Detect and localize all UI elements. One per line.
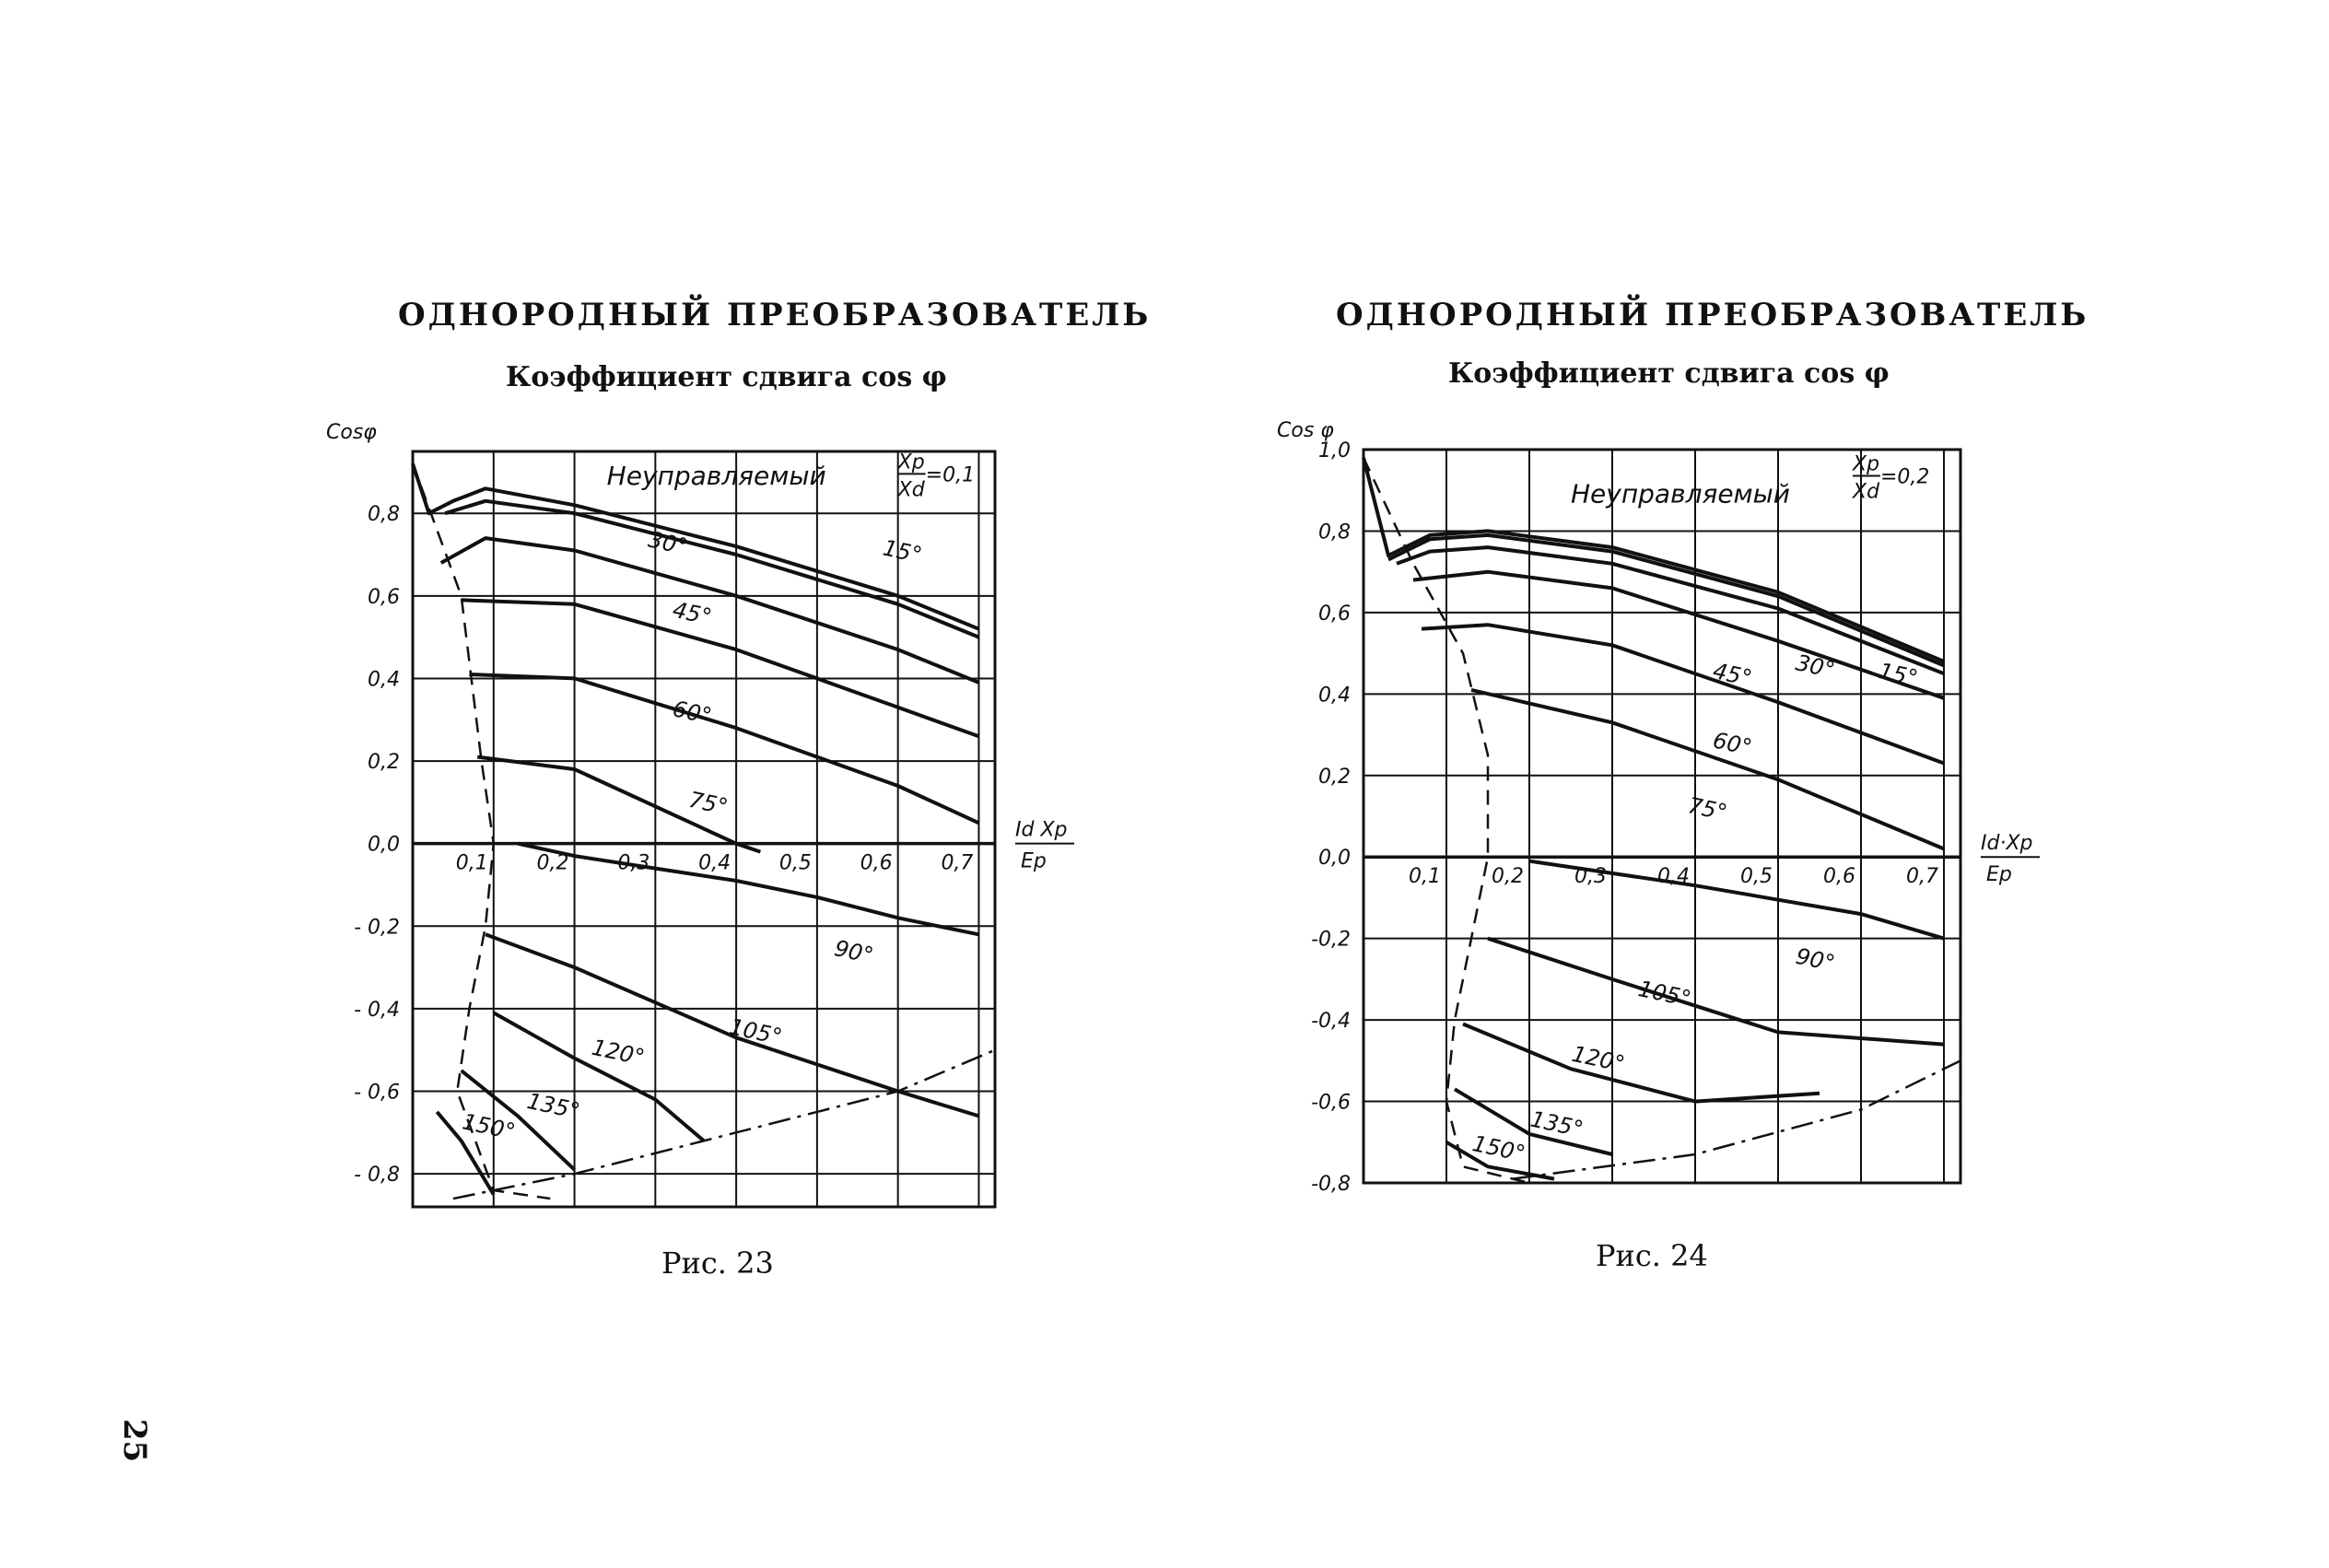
y-axis-label: Cosφ: [326, 421, 377, 444]
series-label: 120°: [589, 1034, 648, 1071]
y-axis-label: Cos φ: [1277, 419, 1334, 442]
series-label: 90°: [1793, 942, 1838, 977]
series-line: [518, 844, 978, 935]
chart-fig-23: [313, 415, 1069, 1225]
ratio-label-value: =0,1: [925, 463, 976, 487]
series-line: [1463, 1024, 1820, 1102]
series-label: 105°: [727, 1013, 785, 1050]
y-tick-label: 1,0: [1318, 439, 1351, 462]
panel-2-subtitle: Коэффициент сдвига cos φ: [1448, 357, 1890, 390]
y-tick-label: 0,6: [368, 585, 400, 609]
x-tick-label: 0,3: [617, 851, 650, 875]
x-tick-label: 0,1: [455, 851, 488, 875]
series-label: 120°: [1569, 1040, 1628, 1078]
y-tick-label: -0,2: [1311, 928, 1351, 952]
y-tick-label: - 0,4: [354, 998, 400, 1022]
series-label: 60°: [670, 696, 715, 730]
x-tick-label: 0,4: [1657, 865, 1690, 889]
series-line: [1488, 939, 1944, 1045]
series-line: [462, 600, 979, 736]
y-tick-label: 0,6: [1318, 602, 1351, 626]
x-tick-label: 0,2: [536, 851, 569, 875]
series-line: [1471, 690, 1944, 849]
x-tick-label: 0,6: [1823, 865, 1855, 889]
x-tick-label: 0,7: [941, 851, 974, 875]
y-tick-label: 0,4: [368, 668, 400, 692]
y-tick-label: -0,6: [1311, 1091, 1351, 1115]
series-label: 90°: [832, 935, 876, 969]
x-tick-label: 0,3: [1574, 865, 1607, 889]
series-line: [1413, 572, 1944, 698]
series-label: 105°: [1635, 976, 1694, 1012]
y-tick-label: -0,8: [1311, 1173, 1351, 1196]
series-label: 135°: [524, 1087, 583, 1125]
x-tick-label: 0,6: [860, 851, 893, 875]
page-number: 25: [116, 1419, 153, 1463]
panel-2-title: ОДНОРОДНЫЙ ПРЕОБРАЗОВАТЕЛЬ: [1336, 297, 2089, 333]
panel-2-caption: Рис. 24: [1596, 1238, 1708, 1273]
series-label: 135°: [1527, 1106, 1586, 1142]
ratio-label-numerator: Xp: [897, 451, 925, 474]
series-label: 15°: [880, 534, 925, 568]
x-tick-label: 0,4: [698, 851, 731, 875]
x-tick-label: 0,1: [1409, 865, 1441, 889]
series-label: 30°: [1793, 649, 1838, 684]
series-label: 15°: [1876, 658, 1921, 692]
x-tick-label: 0,2: [1492, 865, 1524, 889]
series-label: 150°: [1469, 1130, 1528, 1167]
ratio-label-value: =0,2: [1880, 465, 1930, 489]
x-tick-label: 0,5: [1740, 865, 1773, 889]
ratio-label-denominator: Xd: [1853, 480, 1880, 504]
series-label: 150°: [460, 1108, 518, 1145]
y-tick-label: 0,4: [1318, 684, 1351, 708]
series-label: 60°: [1710, 727, 1755, 761]
y-tick-label: -0,4: [1311, 1010, 1351, 1034]
panel-1-title: ОДНОРОДНЫЙ ПРЕОБРАЗОВАТЕЛЬ: [398, 297, 1152, 333]
uncontrolled-label: Неуправляемый: [606, 460, 826, 491]
y-tick-label: - 0,2: [354, 916, 400, 940]
x-axis-label-numerator: Id Xp: [1015, 818, 1068, 842]
x-tick-label: 0,7: [1906, 865, 1938, 889]
y-tick-label: 0,0: [1318, 847, 1351, 871]
x-axis-label-denominator: Ep: [1021, 849, 1047, 873]
envelope-dashdot-line: [453, 1050, 995, 1199]
y-tick-label: 0,8: [1318, 521, 1351, 544]
chart-fig-24: [1271, 405, 2045, 1216]
series-label: 45°: [1710, 658, 1755, 692]
ratio-label-numerator: Xp: [1853, 452, 1880, 476]
series-label: 75°: [1685, 792, 1730, 826]
x-tick-label: 0,5: [778, 851, 812, 875]
x-axis-label-numerator: Id·Xp: [1981, 832, 2033, 856]
uncontrolled-label: Неуправляемый: [1571, 478, 1790, 509]
ratio-label-denominator: Xd: [897, 478, 925, 502]
y-tick-label: - 0,6: [354, 1081, 400, 1105]
y-tick-label: 0,8: [368, 503, 400, 527]
y-tick-label: - 0,8: [354, 1164, 400, 1188]
y-tick-label: 0,2: [368, 751, 400, 775]
panel-1-caption: Рис. 23: [661, 1246, 774, 1281]
series-label: 45°: [670, 596, 715, 630]
series-label: 30°: [646, 526, 690, 560]
y-tick-label: 0,2: [1318, 765, 1351, 789]
y-tick-label: 0,0: [368, 833, 400, 857]
panel-1-subtitle: Коэффициент сдвига cos φ: [506, 361, 947, 393]
x-axis-label-denominator: Ep: [1986, 863, 2012, 887]
series-label: 75°: [686, 786, 731, 821]
